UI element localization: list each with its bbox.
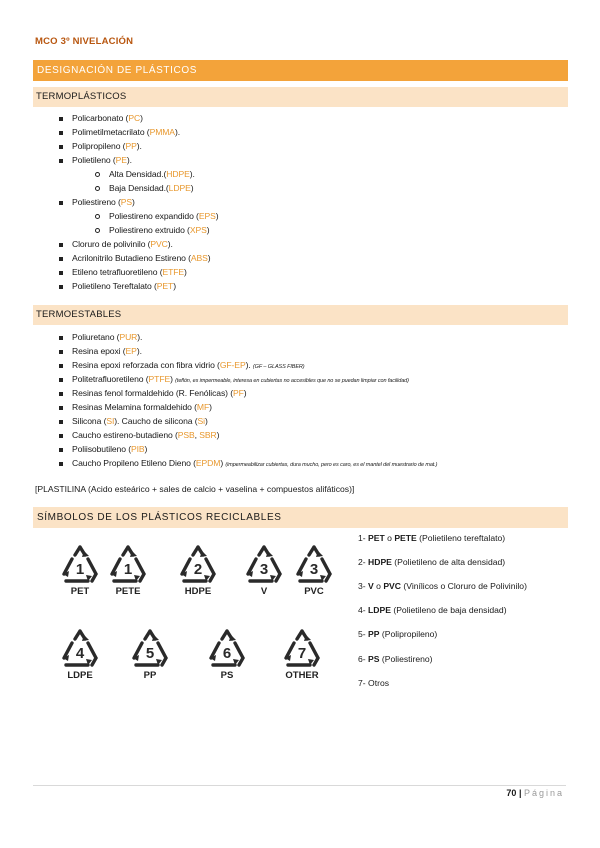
list-item bbox=[72, 239, 173, 249]
list-item bbox=[72, 127, 180, 137]
item-code: PMMA bbox=[149, 127, 175, 137]
list-item bbox=[109, 225, 210, 235]
legend-item bbox=[358, 557, 505, 567]
list-item bbox=[72, 113, 143, 123]
list-item bbox=[72, 360, 305, 370]
item-text: Polipropileno ( bbox=[72, 141, 126, 151]
recycle-triangle-icon bbox=[292, 544, 336, 584]
item-text: Cloruro de polivinilo ( bbox=[72, 239, 151, 249]
item-text: Poliuretano ( bbox=[72, 332, 120, 342]
symbol-label: PET bbox=[70, 586, 90, 597]
page-number: 70 bbox=[506, 788, 517, 798]
item-note: (impermeabilizar cubiertas, dura mucho, pero es caro, es el mantel del muestrario de mat.) bbox=[225, 462, 438, 468]
legend-text: (Poliestireno) bbox=[379, 654, 433, 664]
symbol-label: HDPE bbox=[184, 586, 212, 597]
item-text: ). bbox=[189, 169, 195, 179]
legend-code: PVC bbox=[383, 581, 401, 591]
item-text: ) bbox=[209, 402, 212, 412]
item-text: ) bbox=[204, 416, 208, 426]
item-text: ) bbox=[140, 113, 143, 123]
item-text: Alta Densidad.( bbox=[109, 169, 167, 179]
item-code: LDPE bbox=[168, 183, 191, 193]
item-code: SBR bbox=[199, 430, 217, 440]
footer-separator: | bbox=[516, 788, 524, 798]
item-code: EPS bbox=[198, 211, 216, 221]
document-header: MCO 3º NIVELACIÓN bbox=[35, 36, 134, 47]
item-text: ). bbox=[167, 239, 173, 249]
item-text: Polietileno ( bbox=[72, 155, 116, 165]
item-code: HDPE bbox=[166, 169, 190, 179]
recycle-triangle-icon bbox=[205, 628, 249, 668]
symbol-number: 1 bbox=[123, 561, 133, 578]
item-text: Acrilonitrilo Butadieno Estireno ( bbox=[72, 253, 191, 263]
legend-number: 3- bbox=[358, 581, 369, 591]
list-item bbox=[72, 346, 142, 356]
recycle-triangle-icon bbox=[58, 544, 102, 584]
footer-divider bbox=[33, 785, 566, 786]
subsection-termoestables: TERMOESTABLES bbox=[33, 305, 568, 325]
item-text: ). bbox=[126, 155, 132, 165]
recycle-triangle-icon bbox=[176, 544, 220, 584]
recycling-symbol bbox=[176, 544, 220, 597]
legend-number: 1- bbox=[358, 533, 369, 543]
item-code: PIB bbox=[130, 444, 145, 454]
item-code: GF-EP bbox=[219, 360, 246, 370]
list-item bbox=[72, 197, 135, 207]
list-item bbox=[72, 155, 132, 165]
legend-code: HDPE bbox=[368, 557, 392, 567]
symbol-label: PETE bbox=[115, 586, 141, 597]
symbol-label: OTHER bbox=[285, 670, 319, 681]
item-code: PS bbox=[120, 197, 133, 207]
item-text: ) bbox=[243, 388, 247, 398]
item-code: XPS bbox=[189, 225, 207, 235]
item-text: ) bbox=[215, 211, 219, 221]
item-text: ) bbox=[216, 430, 220, 440]
symbol-number: 3 bbox=[309, 561, 319, 578]
recycling-symbol bbox=[280, 628, 324, 681]
legend-number: 6- bbox=[358, 654, 369, 664]
item-text: ). bbox=[245, 360, 253, 370]
legend-code: PP bbox=[368, 629, 380, 639]
symbol-label: V bbox=[260, 586, 268, 597]
list-item bbox=[72, 253, 211, 263]
legend-text: o bbox=[373, 581, 384, 591]
recycling-symbol bbox=[292, 544, 336, 597]
item-code: ABS bbox=[190, 253, 208, 263]
legend-item bbox=[358, 533, 505, 543]
item-text: Resinas Melamina formaldehido ( bbox=[72, 402, 197, 412]
item-text: Politetrafluoretileno ( bbox=[72, 374, 149, 384]
item-text: Poliestireno expandido ( bbox=[109, 211, 199, 221]
item-note: (GF – GLASS FIBER) bbox=[252, 364, 305, 370]
legend-text: o bbox=[384, 533, 395, 543]
item-text: ). bbox=[136, 346, 142, 356]
legend-text: (Polietileno tereftalato) bbox=[416, 533, 506, 543]
item-code: Si bbox=[197, 416, 205, 426]
recycle-triangle-icon bbox=[128, 628, 172, 668]
legend-number: 4- bbox=[358, 605, 369, 615]
legend-number: 5- bbox=[358, 629, 369, 639]
legend-number: 2- bbox=[358, 557, 369, 567]
item-text: ) bbox=[207, 253, 211, 263]
item-text: ). bbox=[137, 332, 143, 342]
legend-number: 7- Otros bbox=[358, 678, 390, 688]
plastilina-note: [PLASTILINA (Acido esteárico + sales de calcio + vaselina + compuestos alifáticos)] bbox=[35, 484, 355, 494]
item-text: ) bbox=[170, 374, 176, 384]
item-text: ) bbox=[144, 444, 148, 454]
item-text: Caucho estireno-butadieno ( bbox=[72, 430, 178, 440]
list-item bbox=[72, 281, 176, 291]
legend-text: (Vinílicos o Cloruro de Polivinilo) bbox=[401, 581, 527, 591]
legend-item bbox=[358, 629, 437, 639]
list-item bbox=[72, 402, 212, 412]
list-item bbox=[109, 211, 218, 221]
item-code: PSB bbox=[177, 430, 195, 440]
section-banner-simbolos: SÍMBOLOS DE LOS PLÁSTICOS RECICLABLES bbox=[33, 507, 568, 528]
recycling-symbol bbox=[106, 544, 150, 597]
legend-code: LDPE bbox=[368, 605, 391, 615]
item-code: PP bbox=[125, 141, 137, 151]
list-item bbox=[109, 169, 195, 179]
legend-item bbox=[358, 581, 527, 591]
page-word: Página bbox=[523, 788, 564, 798]
subsection-termoplasticos: TERMOPLÁSTICOS bbox=[33, 87, 568, 107]
legend-text: (Polietileno de baja densidad) bbox=[390, 605, 507, 615]
item-text: Poliestireno ( bbox=[72, 197, 121, 207]
list-item bbox=[72, 374, 409, 384]
item-text: Resina epoxi ( bbox=[72, 346, 126, 356]
item-text: ) bbox=[173, 281, 176, 291]
item-text: Polimetilmetacrilato ( bbox=[72, 127, 150, 137]
item-code: PE bbox=[115, 155, 127, 165]
item-text: ) bbox=[190, 183, 194, 193]
list-item bbox=[72, 430, 219, 440]
symbol-number: 7 bbox=[297, 645, 307, 662]
legend-text: (Polipropileno) bbox=[379, 629, 438, 639]
list-item bbox=[72, 444, 147, 454]
item-code: SI bbox=[106, 416, 115, 426]
item-code: EPDM bbox=[195, 458, 221, 468]
item-text: ). Caucho de silicona ( bbox=[114, 416, 198, 426]
item-text: Policarbonato ( bbox=[72, 113, 129, 123]
recycling-symbol bbox=[58, 628, 102, 681]
list-item bbox=[72, 416, 208, 426]
item-code: PUR bbox=[119, 332, 138, 342]
list-item bbox=[109, 183, 193, 193]
legend-item bbox=[358, 654, 433, 664]
item-text: Resinas fenol formaldehido (R. Fenólicas) ( bbox=[72, 388, 233, 398]
legend-item bbox=[358, 678, 389, 688]
list-item bbox=[72, 267, 187, 277]
item-code: EP bbox=[125, 346, 137, 356]
list-item bbox=[72, 141, 142, 151]
item-code: ETFE bbox=[162, 267, 185, 277]
item-text: Poliestireno extruido ( bbox=[109, 225, 190, 235]
symbol-number: 3 bbox=[259, 561, 269, 578]
symbol-number: 2 bbox=[193, 561, 203, 578]
item-text: ). bbox=[174, 127, 181, 137]
list-item bbox=[72, 388, 247, 398]
recycle-triangle-icon bbox=[242, 544, 286, 584]
item-note: (teflón, es impermeable, interesa en cubiertas no accesibles que no se puedan limpiar con facilidad) bbox=[175, 378, 409, 384]
legend-code: PS bbox=[368, 654, 380, 664]
item-text: ). bbox=[136, 141, 142, 151]
item-text: ) bbox=[132, 197, 135, 207]
recycling-symbol bbox=[205, 628, 249, 681]
recycling-symbol bbox=[242, 544, 286, 597]
symbol-label: PS bbox=[220, 670, 234, 681]
item-code: PC bbox=[128, 113, 141, 123]
item-text: , bbox=[194, 430, 200, 440]
recycle-triangle-icon bbox=[280, 628, 324, 668]
recycle-triangle-icon bbox=[106, 544, 150, 584]
item-text: Caucho Propileno Etileno Dieno ( bbox=[72, 458, 196, 468]
symbol-label: PVC bbox=[304, 586, 324, 597]
item-text: Resina epoxi reforzada con fibra vidrio ( bbox=[72, 360, 220, 370]
symbol-number: 6 bbox=[222, 645, 232, 662]
item-code: PF bbox=[232, 388, 244, 398]
legend-code: PETE bbox=[394, 533, 417, 543]
item-text: Etileno tetrafluoretileno ( bbox=[72, 267, 163, 277]
item-code: PVC bbox=[150, 239, 168, 249]
item-text: Baja Densidad.( bbox=[109, 183, 169, 193]
recycling-symbol bbox=[58, 544, 102, 597]
list-item bbox=[72, 332, 142, 342]
item-code: PTFE bbox=[148, 374, 171, 384]
item-text: ) bbox=[206, 225, 210, 235]
legend-text: (Polietileno de alta densidad) bbox=[391, 557, 506, 567]
item-text: Silicona ( bbox=[72, 416, 107, 426]
item-code: PET bbox=[156, 281, 174, 291]
symbol-label: PP bbox=[143, 670, 157, 681]
symbol-number: 5 bbox=[145, 645, 155, 662]
item-text: ) bbox=[184, 267, 187, 277]
recycling-symbol bbox=[128, 628, 172, 681]
page-footer bbox=[506, 788, 564, 798]
symbol-number: 1 bbox=[75, 561, 85, 578]
section-banner-designacion: DESIGNACIÓN DE PLÁSTICOS bbox=[33, 60, 568, 81]
legend-code: V bbox=[368, 581, 374, 591]
item-code: MF bbox=[196, 402, 210, 412]
recycle-triangle-icon bbox=[58, 628, 102, 668]
legend-code: PET bbox=[368, 533, 385, 543]
symbol-label: LDPE bbox=[67, 670, 93, 681]
symbol-number: 4 bbox=[75, 645, 85, 662]
item-text: ) bbox=[220, 458, 226, 468]
item-text: Poliisobutileno ( bbox=[72, 444, 131, 454]
legend-item bbox=[358, 605, 507, 615]
item-text: Polietileno Tereftalato ( bbox=[72, 281, 157, 291]
list-item bbox=[72, 458, 437, 468]
